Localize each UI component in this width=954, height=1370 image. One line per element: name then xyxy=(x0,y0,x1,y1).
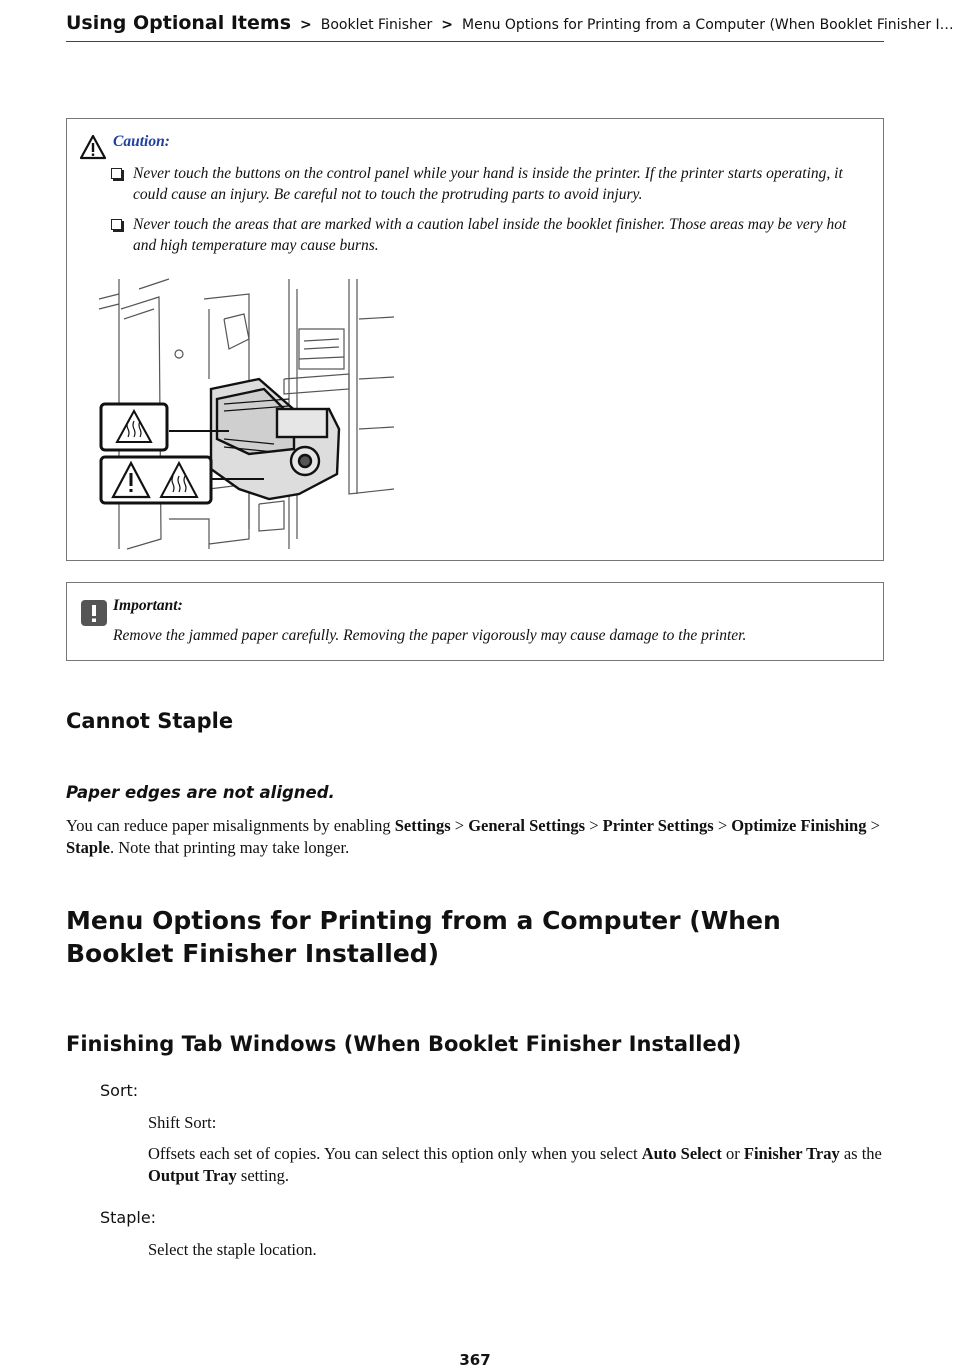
settings-term: Settings xyxy=(394,816,451,835)
checkbox-bullet-icon xyxy=(111,168,122,179)
list-item xyxy=(111,163,871,205)
shift-sort-description: Offsets each set of copies. You can select this option only when you select Auto Select or Finisher Tray as the Output Tray setting. xyxy=(148,1144,882,1185)
staple-label: Staple: xyxy=(100,1208,157,1227)
warning-triangle-icon xyxy=(79,134,107,160)
optimize-finishing-term: Optimize Finishing xyxy=(731,816,867,835)
general-settings-term: General Settings xyxy=(468,816,586,835)
important-box xyxy=(66,582,884,661)
important-icon xyxy=(81,600,107,626)
caution-box xyxy=(66,118,884,561)
auto-select-term: Auto Select xyxy=(641,1144,722,1163)
booklet-finisher-illustration xyxy=(99,279,394,549)
caution-title: Caution: xyxy=(113,133,170,150)
breadcrumb-booklet-finisher[interactable]: Booklet Finisher xyxy=(320,17,433,33)
important-title: Important: xyxy=(113,597,183,614)
staple-term: Staple xyxy=(66,838,111,857)
important-text: Remove the jammed paper carefully. Removing the paper vigorously may cause damage to the printer. xyxy=(113,627,747,644)
caution-item-text: Never touch the areas that are marked with a caution label inside the booklet finisher. Those areas may be very hot and high temperature may cause burns. xyxy=(133,216,847,254)
cannot-staple-heading: Cannot Staple xyxy=(66,709,234,733)
finisher-tray-term: Finisher Tray xyxy=(743,1144,840,1163)
output-tray-term: Output Tray xyxy=(148,1166,237,1185)
finishing-tab-heading: Finishing Tab Windows (When Booklet Finisher Installed) xyxy=(66,1032,742,1056)
staple-description: Select the staple location. xyxy=(148,1240,317,1259)
sort-label: Sort: xyxy=(100,1081,139,1100)
breadcrumb-menu-options[interactable]: Menu Options for Printing from a Computer (When Booklet Finisher I… xyxy=(462,17,954,33)
paper-edges-subheading: Paper edges are not aligned. xyxy=(66,783,335,802)
breadcrumb xyxy=(66,12,954,42)
checkbox-bullet-icon xyxy=(111,219,122,230)
caution-list xyxy=(111,163,871,265)
caution-item-text: Never touch the buttons on the control panel while your hand is inside the printer. If the printer starts operating, it could cause an injury. Be careful not to touch the protruding parts to avoid injury. xyxy=(133,165,843,203)
breadcrumb-separator: > xyxy=(441,17,453,33)
cannot-staple-paragraph: You can reduce paper misalignments by enabling Settings > General Settings > Printer Settings > Optimize Finishing > Staple. Note that printing may take longer. xyxy=(66,816,880,857)
shift-sort-label: Shift Sort: xyxy=(148,1113,217,1132)
page-number: 367 xyxy=(459,1351,491,1369)
printer-settings-term: Printer Settings xyxy=(602,816,714,835)
breadcrumb-section[interactable]: Using Optional Items xyxy=(66,12,292,34)
menu-options-heading: Menu Options for Printing from a Computer (When Booklet Finisher Installed) xyxy=(66,906,781,968)
list-item xyxy=(111,214,871,256)
breadcrumb-separator: > xyxy=(300,17,312,33)
